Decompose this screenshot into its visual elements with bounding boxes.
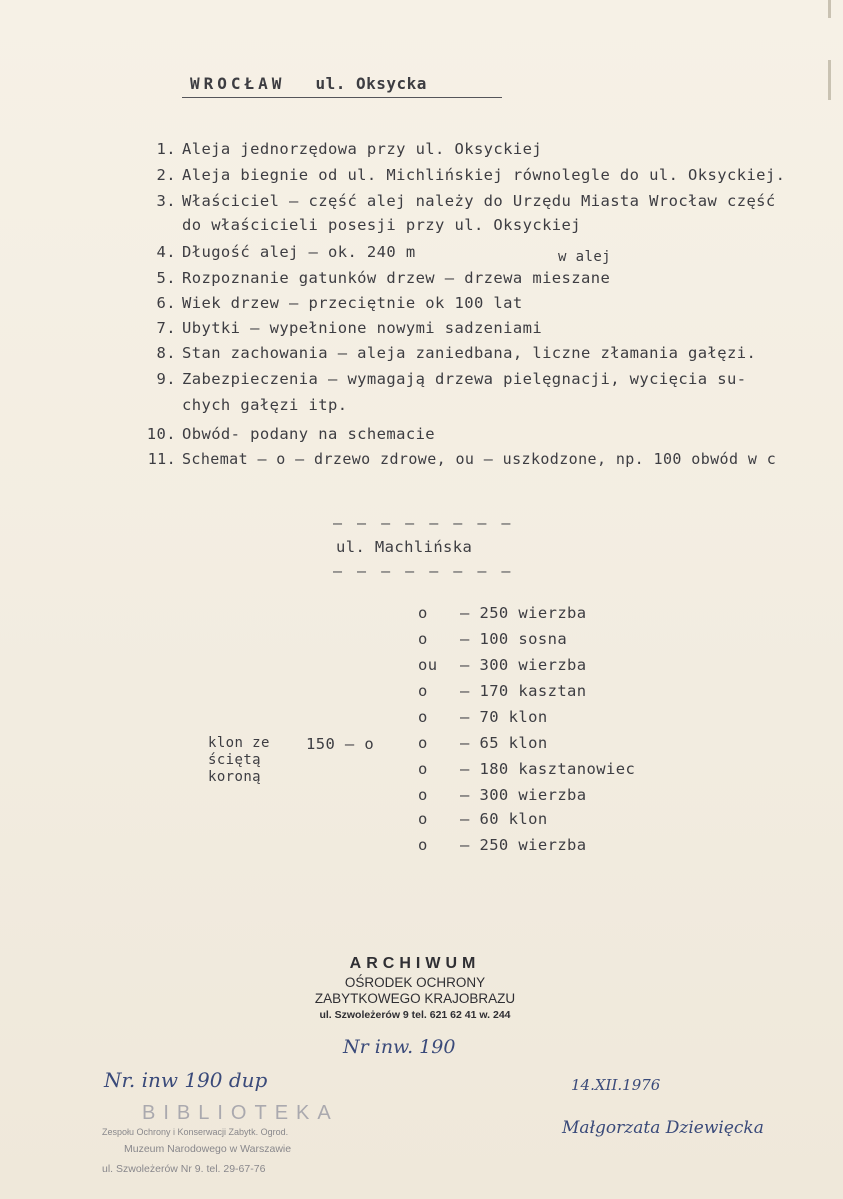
stamp-line3: ZABYTKOWEGO KRAJOBRAZU — [314, 991, 516, 1006]
schema-street-label: ul. Machlińska — [336, 538, 473, 556]
list-item: 3. Właściciel – część alej należy do Urzędu Miasta Wrocław część — [156, 192, 776, 210]
side-note-line1: klon ze — [208, 735, 270, 751]
tree-entry: o – 300 wierzba — [418, 786, 587, 804]
list-item: 5. Rozpoznanie gatunków drzew – drzewa mieszane — [156, 269, 611, 287]
stamp-line2: OŚRODEK OCHRONY — [344, 975, 486, 990]
edge-mark — [828, 60, 831, 100]
document-heading — [190, 74, 427, 93]
tree-entry: ou – 300 wierzba — [418, 656, 587, 674]
tree-entry: o – 180 kasztanowiec — [418, 760, 636, 778]
heading-city: WROCŁAW — [190, 74, 286, 93]
heading-street: ul. Oksycka — [315, 74, 427, 93]
library-stamp-line4: ul. Szwoleżerów Nr 9. tel. 29-67-76 — [102, 1163, 266, 1175]
tree-entry: o – 60 klon — [418, 810, 548, 828]
list-item: 7. Ubytki – wypełnione nowymi sadzeniami — [156, 319, 543, 337]
archive-stamp — [300, 955, 530, 1021]
tree-entry: o – 170 kasztan — [418, 682, 587, 700]
list-item: chych gałęzi itp. — [182, 396, 348, 414]
insertion-note: w alej — [558, 249, 611, 265]
library-stamp-title: BIBLIOTEKA — [142, 1102, 339, 1124]
heading-underline — [182, 97, 502, 98]
list-item: do właścicieli posesji przy ul. Oksyckiej — [182, 216, 582, 234]
side-note-line2: ściętą — [208, 752, 261, 768]
side-note-value: 150 – o — [306, 735, 375, 753]
list-item: 10. Obwód- podany na schemacie — [146, 425, 436, 443]
inventory-number-left: Nr. inw 190 dup — [104, 1068, 268, 1092]
side-note-line3: koroną — [208, 769, 261, 785]
list-item: 9. Zabezpieczenia – wymagają drzewa pielęgnacji, wycięcia su- — [156, 370, 747, 388]
tree-entry: o – 65 klon — [418, 734, 548, 752]
list-item: 6. Wiek drzew – przeciętnie ok 100 lat — [156, 294, 523, 312]
schema-dashes-bottom: — — — — — — — — — [333, 562, 514, 580]
library-stamp-line2: Zespołu Ochrony i Konserwacji Zabytk. Ogrod. — [102, 1127, 289, 1137]
inventory-number-top: Nr inw. 190 — [343, 1036, 456, 1058]
signature: Małgorzata Dziewięcka — [562, 1118, 764, 1138]
library-stamp-line3: Muzeum Narodowego w Warszawie — [124, 1143, 292, 1155]
tree-entry: o – 250 wierzba — [418, 836, 587, 854]
stamp-line4: ul. Szwoleżerów 9 tel. 621 62 41 w. 244 — [319, 1009, 511, 1021]
edge-mark — [828, 0, 831, 18]
list-item: 1. Aleja jednorzędowa przy ul. Oksyckiej — [156, 140, 543, 158]
list-item: 2. Aleja biegnie od ul. Michlińskiej równolegle do ul. Oksyckiej. — [156, 166, 786, 184]
schema-dashes-top: — — — — — — — — — [333, 514, 514, 532]
list-item: 8. Stan zachowania – aleja zaniedbana, liczne złamania gałęzi. — [156, 344, 757, 362]
tree-entry: o – 70 klon — [418, 708, 548, 726]
handwritten-date: 14.XII.1976 — [571, 1076, 661, 1094]
tree-entry: o – 100 sosna — [418, 630, 568, 648]
library-stamp — [102, 1102, 342, 1175]
list-item: 11. Schemat – o – drzewo zdrowe, ou – uszkodzone, np. 100 obwód w c — [147, 450, 777, 468]
tree-entry: o – 250 wierzba — [418, 604, 587, 622]
stamp-title: ARCHIWUM — [349, 955, 481, 972]
list-item: 4. Długość alej – ok. 240 m — [156, 243, 416, 261]
